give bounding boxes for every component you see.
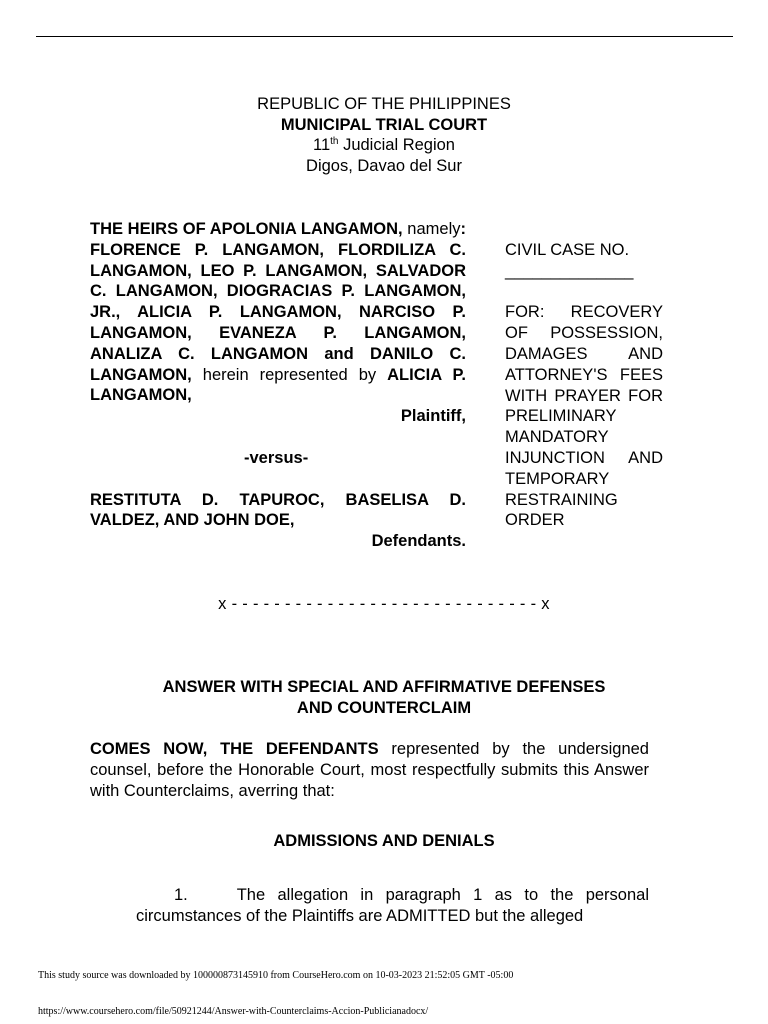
- caption-divider: x - - - - - - - - - - - - - - - - - - - - - - - - - - - - - x: [218, 595, 550, 613]
- section-heading: ADMISSIONS AND DENIALS: [273, 832, 495, 850]
- region-line: [0, 135, 768, 156]
- intro-text: represented by the undersigned counsel, before the Honorable Court, most respectfully submits this Answer with Counterclaims, averring that:: [90, 740, 649, 800]
- plaintiffs-block: [90, 219, 466, 406]
- title-line-1: ANSWER WITH SPECIAL AND AFFIRMATIVE DEFENSES: [162, 678, 606, 696]
- region-suffix: th: [330, 136, 339, 148]
- parties-block: [90, 219, 466, 552]
- representative-name: ALICIA P. LANGAMON,: [90, 365, 466, 405]
- namely-word: namely: [407, 220, 461, 238]
- republic-line: REPUBLIC OF THE PHILIPPINES: [257, 95, 511, 113]
- plaintiff-names: FLORENCE P. LANGAMON, FLORDILIZA C. LANGAMON, LEO P. LANGAMON, SALVADOR C. LANGAMON, DIOGRACIAS P. LANGAMON, JR., ALICIA P. LANGAMON, NARCISO P. LANGAMON, EVANEZA P. LANGAMON, ANALIZA C. LANGAMON and DANILO C. LANGAMON,: [90, 240, 466, 384]
- namely-colon: :: [460, 220, 466, 238]
- title-line-2: AND COUNTERCLAIM: [296, 699, 472, 717]
- case-number-blank: ______________: [505, 261, 634, 280]
- defendants-label: Defendants.: [371, 532, 466, 551]
- paragraph-1-text: 1. The allegation in paragraph 1 as to the personal circumstances of the Plaintiffs are ADMITTED but the alleged: [136, 886, 654, 925]
- versus-label: -versus-: [244, 448, 309, 467]
- city-line: Digos, Davao del Sur: [306, 156, 462, 175]
- source-url[interactable]: https://www.coursehero.com/file/50921244/Answer-with-Counterclaims-Accion-Publicianadocx/: [38, 1006, 429, 1017]
- case-block: [505, 240, 663, 531]
- court-name: MUNICIPAL TRIAL COURT: [280, 115, 488, 134]
- plaintiff-label: Plaintiff,: [400, 407, 466, 426]
- top-rule: [36, 36, 733, 37]
- region-number: 11: [313, 136, 331, 155]
- defendants-names: RESTITUTA D. TAPUROC, BASELISA D. VALDEZ, AND JOHN DOE,: [90, 490, 466, 530]
- region-text: Judicial Region: [338, 136, 455, 155]
- court-header: [0, 94, 768, 176]
- represented-by: herein represented by: [202, 365, 388, 384]
- intro-lead: COMES NOW, THE DEFENDANTS: [90, 740, 379, 758]
- plaintiffs-heading: THE HEIRS OF APOLONIA LANGAMON,: [90, 220, 403, 238]
- case-number-label: CIVIL CASE NO.: [505, 241, 630, 259]
- document-title: [0, 677, 768, 719]
- download-source-note: This study source was downloaded by 100000873145910 from CourseHero.com on 10-03-2023 21:52:05 GMT -05:00: [38, 970, 514, 981]
- case-nature: FOR: RECOVERY OF POSSESSION, DAMAGES AND ATTORNEY'S FEES WITH PRAYER FOR PRELIMINARY MANDATORY INJUNCTION AND TEMPORARY RESTRAINING ORDER: [505, 303, 663, 530]
- paragraph-1: [136, 885, 654, 927]
- intro-paragraph: [90, 739, 649, 802]
